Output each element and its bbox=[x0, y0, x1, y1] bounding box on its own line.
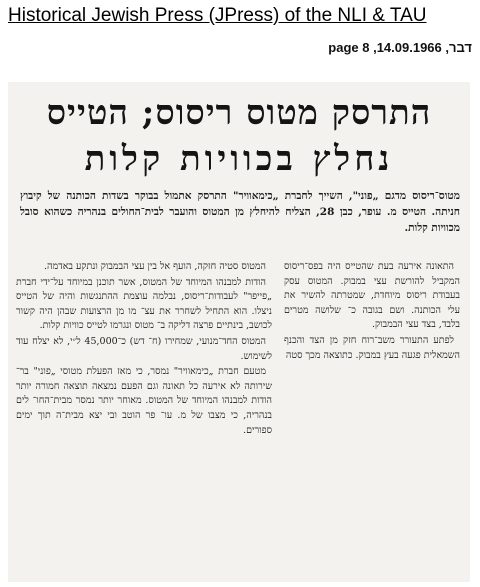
body-paragraph: המטוס סטיה חזקה, הועף אל בין עצי הבמבוק ונתקע באדמה. bbox=[44, 261, 266, 272]
body-paragraph: לפתע התעורר משב־רוח חזק מן הצד והכנף השמאלית פגעה בעץ במבוק. כתוצאה מכך סטה bbox=[284, 334, 460, 361]
issue-info: דבר, 14.09.1966, page 8 bbox=[328, 40, 472, 55]
body-paragraph: מטעם חברת „כימאוויר" נמסר, כי מאז הפעלת מטוסי „פוני" בר־ שירותה לא אירעה כל תאונה וגם הפעם נמצאה תוצאה חמורה יותר הודות למבנהו המיוחד של המטוס. מאוחר יותר נמסר מבית־החו־ לים בנהריה, כי מצבו של מ. עו־ פר הוטב ובי יצא מבית־ה תוך ימים ספורים. bbox=[16, 366, 272, 436]
page-header bbox=[8, 4, 472, 56]
body-paragraph: המטוס החד־מנועי, שמחירו (ח־ דש) כ־45,000 ל״י, לא יצלח עוד לשימוש. bbox=[16, 335, 272, 362]
article-body bbox=[18, 260, 460, 578]
headline-line-2: נחלץ בכוויות קלות bbox=[84, 139, 394, 179]
site-title-link[interactable]: Historical Jewish Press (JPress) of the NLI & TAU bbox=[8, 5, 427, 26]
newspaper-clipping bbox=[8, 82, 470, 582]
body-column-left bbox=[16, 260, 272, 580]
body-paragraph: התאונה אירעה בעת שהטייס היה בפס־ריסוס המקביל להורשת עצי במבוק. המטוס עסק בעבודת ריסוס מיוחדת, שמטרתה להשיר את עלי הכותנה. ושם בגובה כ־ שלושה מטרים בלבד, בצד עצי הבמבוק. bbox=[284, 261, 460, 331]
headline-line-1: התרסק מטוס ריסוס; הטייס bbox=[46, 93, 432, 133]
body-paragraph: הודות למבנהו המיוחד של המטוס, אשר תוכנן במיוחד על־ידי חברת „פייפר" לעבודות־ריסוס, נבלמה עוצמת ההתנגשות והיה של הטייס ניצלו. הוא התחיל לשחרר את עצ־ מו מן הרצועות שבהן היה קשור לכושב, בינתיים פרצה דליקה ב־ מטוס ונגרמו לטייס כוויות קלות. bbox=[16, 276, 272, 332]
body-column-right bbox=[284, 260, 460, 364]
article-lead: מטוס־ריסוס מדגם „פוני", השייך לחברת „כימאוויר" התרסק אתמול בבוקר בשדות הכותנה של קיבוץ חניתה. הטייס מ. עופר, כבן 28, הצליח להיחלץ מן המטוס והועבר לבית־החולים בנהריה כשהוא סובל מכוויות קלות. bbox=[20, 190, 460, 234]
